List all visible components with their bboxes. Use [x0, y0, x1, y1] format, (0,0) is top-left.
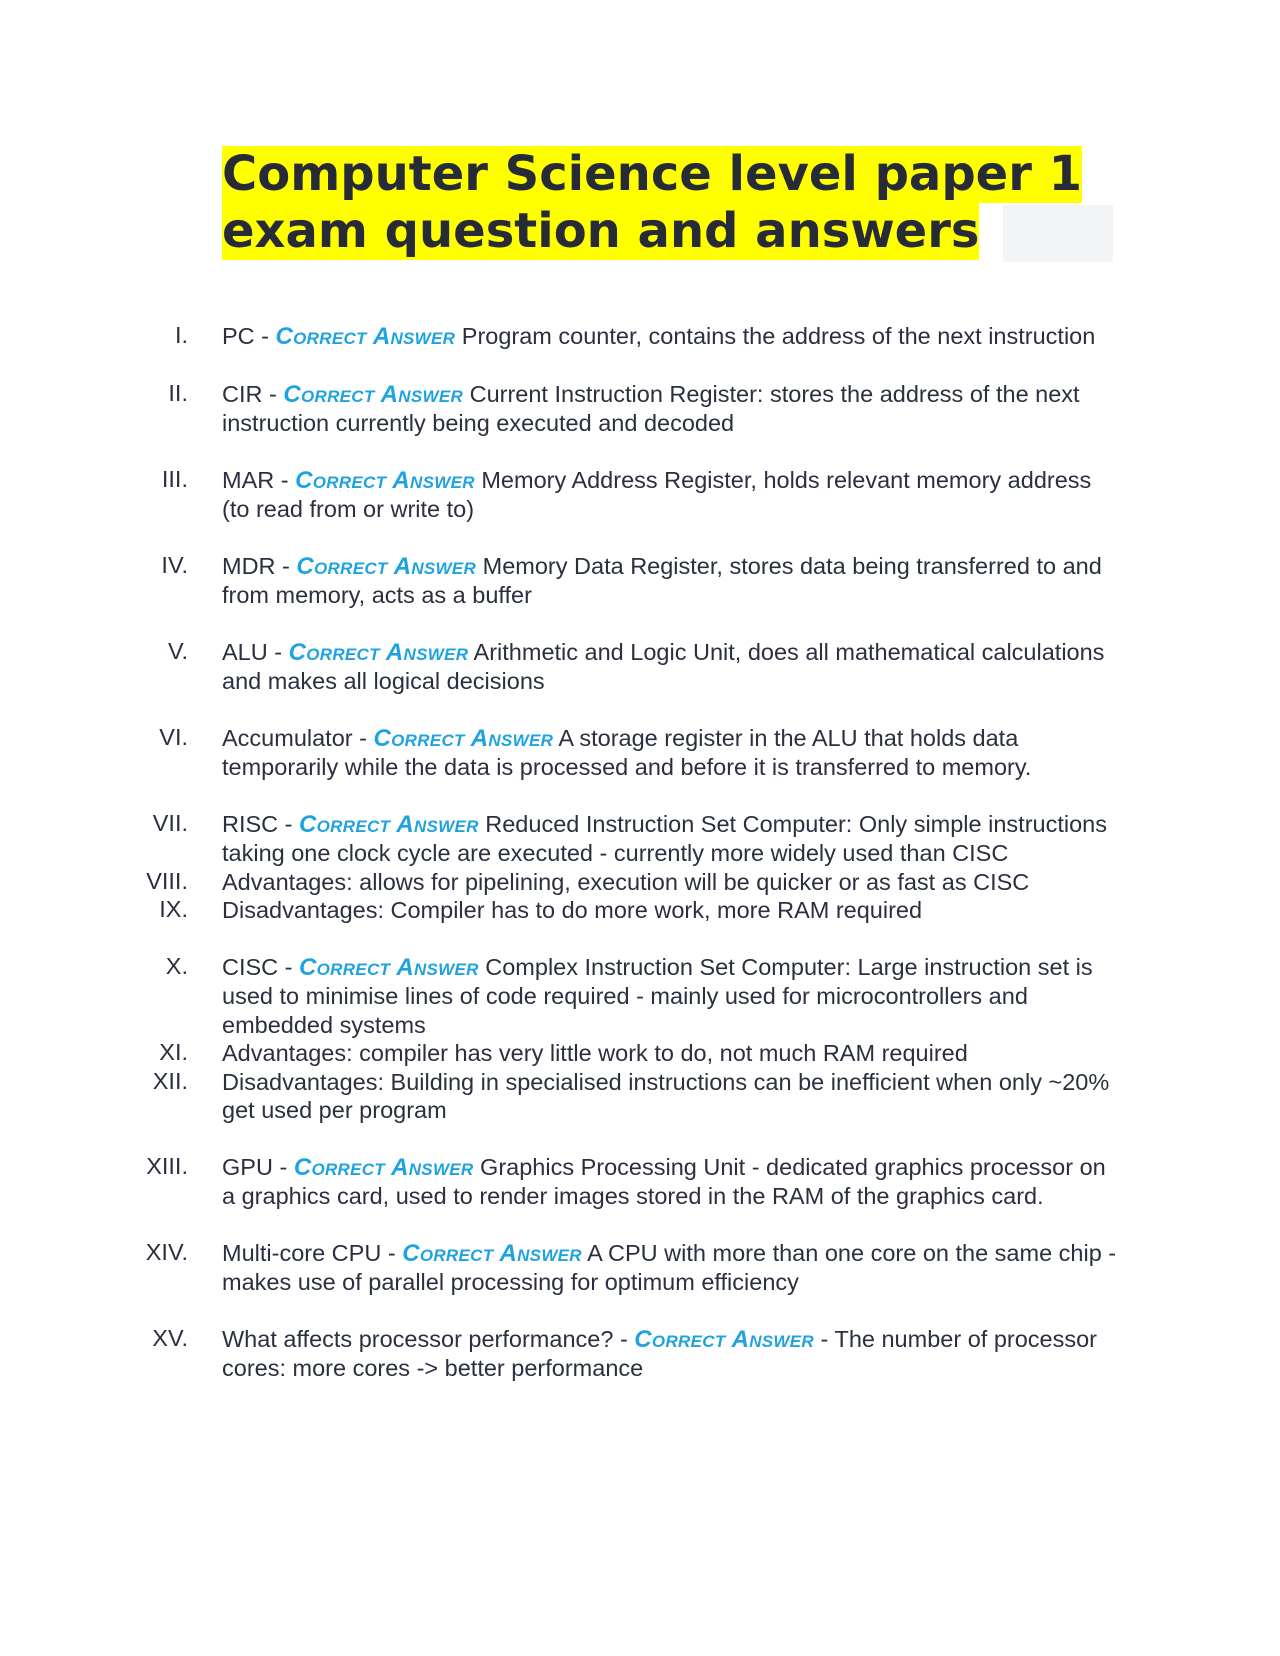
item-term: CISC - — [222, 953, 300, 980]
item-text — [222, 1153, 1122, 1211]
item-description: Arithmetic and Logic Unit, does all mathematical calculations and makes all logical decisions — [222, 638, 1105, 694]
correct-answer-label: Correct Answer — [299, 953, 479, 981]
item-description: A storage register in the ALU that holds data temporarily while the data is processed and before it is transferred to memory. — [222, 724, 1032, 780]
item-number: III. — [161, 465, 188, 492]
item-text — [222, 868, 1122, 897]
correct-answer-label: Correct Answer — [275, 323, 456, 350]
item-description: Memory Data Register, stores data being transferred to and from memory, acts as a buffer — [222, 552, 1102, 608]
item-number: VI. — [159, 723, 188, 750]
title-line-2: exam question and answers — [222, 203, 980, 259]
item-number: IV. — [161, 551, 188, 578]
item-number: VIII. — [146, 867, 188, 894]
list-item — [0, 868, 1280, 897]
item-number: I. — [174, 322, 188, 348]
item-description: - The number of processor cores: more cores -> better performance — [222, 1325, 1097, 1381]
item-number: XIV. — [145, 1238, 188, 1265]
item-text — [222, 552, 1122, 610]
page-title — [222, 146, 1112, 260]
list-item — [0, 1039, 1280, 1068]
correct-answer-label: Correct Answer — [283, 380, 464, 408]
item-term: CIR - — [222, 380, 284, 407]
list-item — [0, 1068, 1280, 1125]
item-text — [222, 322, 1122, 352]
correct-answer-label: Correct Answer — [634, 1325, 814, 1353]
item-text — [222, 953, 1122, 1040]
item-term: ALU - — [222, 638, 289, 665]
item-description: Reduced Instruction Set Computer: Only simple instructions taking one clock cycle are executed - currently more widely used than CISC — [222, 810, 1107, 866]
title-line-1: Computer Science level paper 1 — [222, 146, 1083, 202]
item-term: Accumulator - — [222, 724, 374, 751]
item-text — [222, 1239, 1122, 1297]
item-text — [222, 1039, 1122, 1068]
item-term: MAR - — [222, 466, 296, 493]
item-plain-text: Advantages: compiler has very little work to do, not much RAM required — [222, 1040, 968, 1066]
item-text — [222, 1325, 1122, 1383]
item-term: What affects processor performance? - — [222, 1325, 635, 1352]
list-item — [0, 552, 1280, 610]
list-item — [0, 810, 1280, 868]
item-description: Complex Instruction Set Computer: Large instruction set is used to minimise lines of code required - mainly used for microcontrollers and embedded systems — [222, 953, 1093, 1038]
item-number: IX. — [159, 896, 188, 922]
item-description: A CPU with more than one core on the same chip - makes use of parallel processing for optimum efficiency — [222, 1239, 1117, 1295]
list-item — [0, 724, 1280, 782]
item-plain-text: Disadvantages: Compiler has to do more work, more RAM required — [222, 897, 923, 923]
list-item — [0, 1325, 1280, 1383]
item-term: RISC - — [222, 810, 300, 837]
item-number: II. — [168, 379, 188, 406]
item-text — [222, 638, 1122, 696]
qa-list — [0, 322, 1280, 1383]
item-text — [222, 896, 1122, 925]
item-text — [222, 724, 1122, 782]
item-plain-text: Advantages: allows for pipelining, execution will be quicker or as fast as CISC — [222, 868, 1030, 895]
correct-answer-label: Correct Answer — [402, 1239, 582, 1267]
item-text — [222, 1068, 1122, 1125]
list-item — [0, 1239, 1280, 1297]
item-number: XII. — [152, 1067, 188, 1094]
item-text — [222, 810, 1122, 868]
item-description: Current Instruction Register: stores the address of the next instruction currently being executed and decoded — [222, 380, 1080, 436]
correct-answer-label: Correct Answer — [296, 552, 477, 580]
item-number: V. — [167, 637, 188, 664]
correct-answer-label: Correct Answer — [373, 724, 554, 752]
item-plain-text: Disadvantages: Building in specialised instructions can be inefficient when only ~20% get used per program — [222, 1068, 1110, 1123]
item-term: GPU - — [222, 1153, 294, 1180]
item-term: MDR - — [222, 552, 297, 579]
item-description: Graphics Processing Unit - dedicated graphics processor on a graphics card, used to render images stored in the RAM of the graphics card. — [222, 1153, 1106, 1209]
item-number: XI. — [159, 1039, 188, 1065]
list-item — [0, 322, 1280, 352]
list-item — [0, 466, 1280, 524]
correct-answer-label: Correct Answer — [299, 810, 479, 838]
list-item — [0, 1153, 1280, 1211]
item-description: Program counter, contains the address of the next instruction — [455, 323, 1096, 349]
item-number: X. — [165, 952, 188, 979]
item-text — [222, 380, 1122, 438]
list-item — [0, 380, 1280, 438]
item-text — [222, 466, 1122, 524]
correct-answer-label: Correct Answer — [295, 466, 475, 494]
list-item — [0, 638, 1280, 696]
item-number: XV. — [152, 1324, 188, 1351]
correct-answer-label: Correct Answer — [293, 1153, 474, 1181]
item-description: Memory Address Register, holds relevant memory address (to read from or write to) — [222, 466, 1092, 522]
item-number: XIII. — [146, 1152, 188, 1179]
item-term: PC - — [222, 323, 276, 349]
item-number: VII. — [152, 809, 188, 836]
correct-answer-label: Correct Answer — [288, 638, 469, 666]
item-term: Multi-core CPU - — [222, 1239, 403, 1266]
list-item — [0, 896, 1280, 925]
list-item — [0, 953, 1280, 1040]
